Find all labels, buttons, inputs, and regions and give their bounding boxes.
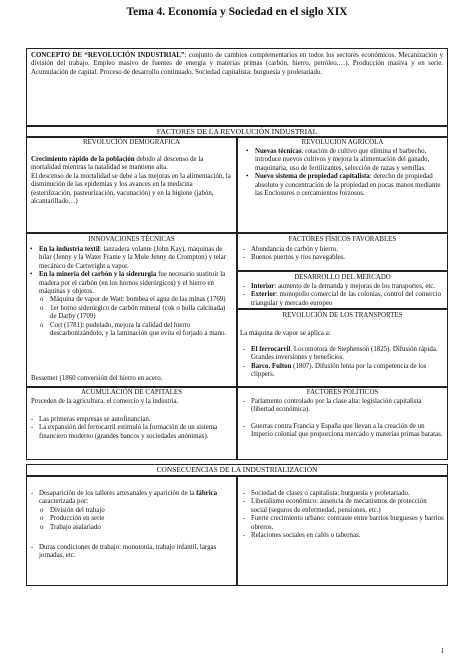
- capitales-header: ACUMULACIÓN DE CAPITALES: [81, 389, 182, 396]
- list-item: - Barco. Fulton (1807). Difusión lenta por la competencia de los clippers.: [240, 363, 444, 380]
- list-item: - Guerras contra Francia y España que llevan a la creación de un Imperio colonial que proporciona mercado y materias primas baratas.: [240, 423, 444, 440]
- list-item: - Buenos puertos y ríos navegables.: [240, 254, 444, 262]
- demografica-header: REVOLUCIÓN DEMOGRÁFICA: [82, 139, 181, 146]
- page-number: 1: [440, 647, 444, 655]
- capitales-list: [28, 416, 233, 441]
- list-item: - Abundancia de carbón y hierro.: [240, 246, 444, 254]
- list-item: - Las primeras empresas se autofinancian.: [28, 416, 233, 424]
- concepto-text: CONCEPTO DE “REVOLUCIÓN INDUSTRIAL”: conjunto de cambios complementarios en todos los sectores económicos. Mecanización y división del trabajo. Empleo masivo de fuentes de energía y materias primas (carbón, hierro, petróleo,…). Producción masiva y en serie. Acumulación de capital. Proceso de desarrollo continuado. Sociedad capitalista: burguesía y proletariado.: [31, 52, 443, 76]
- consecuencias-left-list: [28, 490, 233, 561]
- mercado-list: [240, 283, 444, 308]
- transportes-intro: La máquina de vapor se aplica a:: [240, 330, 331, 337]
- list-item: o 1er horno siderúrgico de carbón mineral (cok o hulla calcinada) de Darby (1709): [28, 305, 233, 322]
- concepto-label: CONCEPTO DE “REVOLUCIÓN INDUSTRIAL”: [31, 52, 185, 59]
- capitales-intro: Proceden de la agricultura, el comercio y la industria.: [31, 398, 179, 405]
- list-item: - Desaparición de los talleres artesanales y aparición de la fábrica caracterizada por:: [28, 490, 233, 507]
- demografica-text: Crecimiento rápido de la población debido al descenso de la mortalidad mientras la natalidad se mantiene alta. El descenso de la mortalidad se debe a las mejoras en la alimentación, la disminución de las epidemias y los avances en la medicina (esterilización, pasteurización, vacunación) y en la higiene (jabón, alcantarillado…): [31, 156, 231, 206]
- list-item: - Duras condiciones de trabajo: monotonía, trabajo infantil, largas jornadas, etc.: [28, 544, 233, 561]
- fisicos-list: [240, 246, 444, 263]
- politicos-header: FACTORES POLÍTICOS: [306, 389, 379, 396]
- list-item: - Parlamento controlado por la clase alta: legislación capitalista (libertad económica).: [240, 398, 444, 415]
- list-item: • En la industria textil: lanzadera volante (John Kay), máquinas de hilar (Jenny y la Water Frame y la Mule Jenny de Crompton) y telar mecánico de Cartwright a vapor.: [28, 246, 233, 271]
- list-item: • En la minería del carbón y la siderurgia fue necesario sustituir la madera por el carbón (en los hornos siderúrgicos) y el hierro en máquinas y objetos.: [28, 271, 233, 296]
- list-item: - Fuerte crecimiento urbano: contraste entre barrios burgueses y barrios obreros.: [240, 515, 444, 532]
- transportes-header: REVOLUCIÓN DE LOS TRANSPORTES: [282, 312, 403, 319]
- list-item: - Relaciones sociales en cafés o tabernas.: [240, 532, 444, 540]
- list-item: o Cort (1781): pudelado, mejora la calidad del hierro descarbonizándolo, y la laminación que evita el forjado a mano.: [28, 322, 233, 339]
- bessemer-text: Bessemer (1860 conversión del hierro en acero.: [31, 375, 163, 382]
- list-item: - Sociedad de clases o capitalista: burguesía y proletariado.: [240, 490, 444, 498]
- mercado-header: DESARROLLO DEL MERCADO: [294, 274, 391, 281]
- list-item: • Nuevas técnicas: rotación de cultivo que elimina el barbecho, introduce nuevos cultivos y mejora la alimentación del ganado, maquinaria, uso de fertilizantes, selección de razas y semillas.: [244, 148, 444, 173]
- fisicos-header: FACTORES FÍSICOS FAVORABLES: [288, 236, 397, 243]
- transportes-list: [240, 346, 444, 380]
- list-item: - Exterior: monopolio comercial de las colonias, control del comercio triangular y mercado europeo: [240, 291, 444, 308]
- list-item: o Trabajo asalariado: [28, 524, 233, 532]
- consecuencias-right-list: [240, 490, 444, 540]
- list-item: - Interior: aumento de la demanda y mejoras de los transportes, etc.: [240, 283, 444, 291]
- list-item: o Máquina de vapor de Watt: bombea el agua de las minas (1769): [28, 296, 233, 304]
- list-item: - El ferrocarril. Locomotora de Stephenson (1825). Difusión rápida. Grandes inversiones y beneficios.: [240, 346, 444, 363]
- list-item: o División del trabajo: [28, 507, 233, 515]
- list-item: • Nuevo sistema de propiedad capitalista: derecho de propiedad absoluto y concentración de la propiedad en pocas manos mediante las Enclosures o cercamientos forzosos.: [244, 173, 444, 198]
- politicos-list: [240, 398, 444, 440]
- list-item: - Liberalismo económico: ausencia de mecanismos de protección social (seguros de enfermedad, pensiones, etc.): [240, 498, 444, 515]
- agricola-list: [244, 148, 444, 198]
- agricola-header: REVOLUCIÓN AGRÍCOLA: [301, 139, 384, 146]
- consecuencias-header: CONSECUENCIAS DE LA INDUSTRIALIZACIÓN: [26, 464, 448, 476]
- innovaciones-header: INNOVACIONES TÉCNICAS: [88, 236, 175, 243]
- document-title: Tema 4. Economía y Sociedad en el siglo XIX: [126, 6, 348, 18]
- list-item: o Producción en serie: [28, 515, 233, 523]
- innovaciones-list: [28, 246, 233, 338]
- factores-header: FACTORES DE LA REVOLUCIÓN INDUSTRIAL: [26, 126, 448, 137]
- list-item: - La expansión del ferrocarril estimuló la formación de un sistema financiero moderno (grandes bancos y sociedades anónimas).: [28, 424, 233, 441]
